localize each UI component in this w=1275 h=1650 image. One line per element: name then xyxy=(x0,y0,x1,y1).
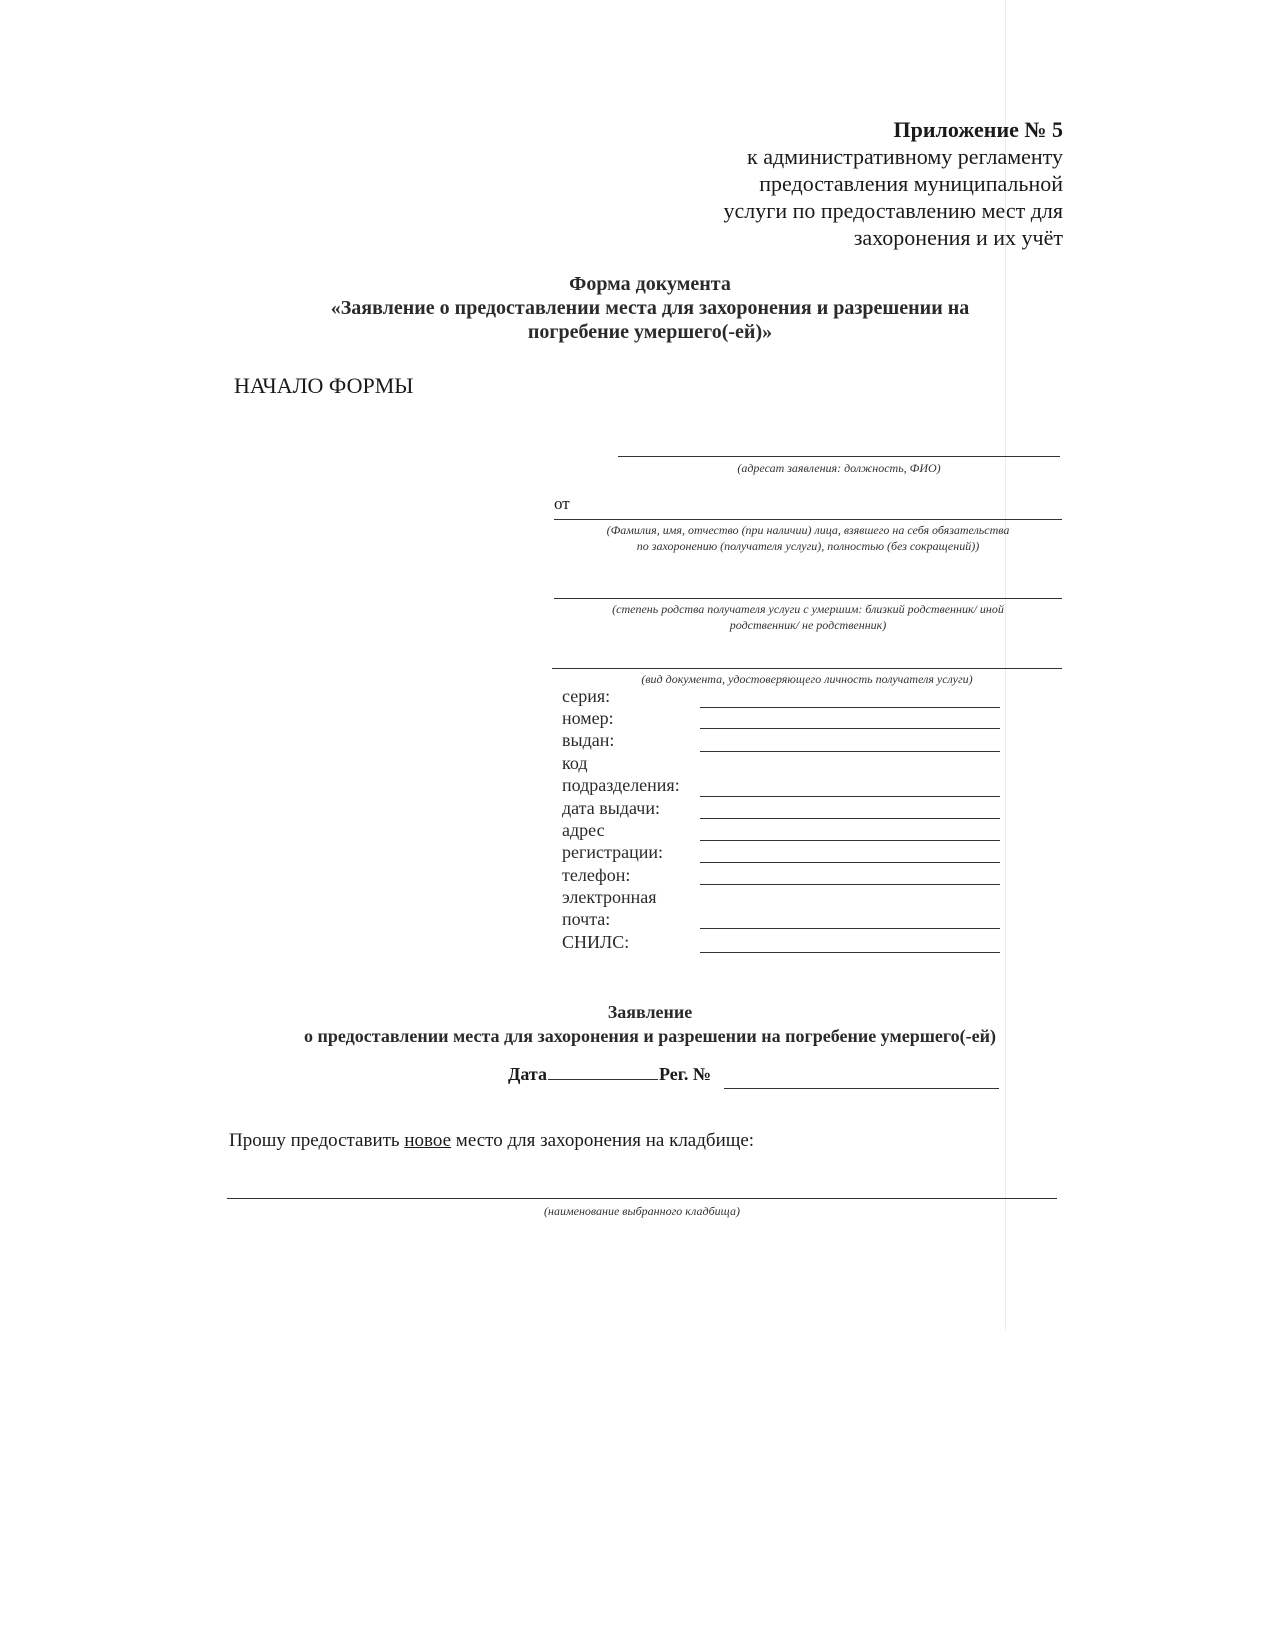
addressee-caption: (адресат заявления: должность, ФИО) xyxy=(737,461,941,475)
form-heading-line: «Заявление о предоставлении места для захоронения и разрешении на xyxy=(330,297,970,319)
date-input-line[interactable] xyxy=(548,1065,658,1080)
statement-subtitle: о предоставлении места для захоронения и разрешении на погребение умершего(-ей) xyxy=(304,1026,996,1046)
request-text-underlined: новое xyxy=(404,1130,452,1151)
field-label-electronic: электронная xyxy=(562,887,657,907)
cemetery-name-line[interactable] xyxy=(227,1198,1057,1199)
issued-input-line[interactable] xyxy=(700,751,1000,752)
date-label: Дата xyxy=(508,1064,547,1084)
snils-input-line[interactable] xyxy=(700,952,1000,953)
from-label: от xyxy=(554,494,570,513)
series-input-line[interactable] xyxy=(700,707,1000,708)
appendix-line: к административному регламенту xyxy=(747,144,1063,169)
applicant-caption-line: (Фамилия, имя, отчество (при наличии) лица, взявшего на себя обязательства xyxy=(606,523,1010,537)
reg-number-input-line[interactable] xyxy=(724,1088,999,1089)
applicant-caption-line: по захоронению (получателя услуги), полностью (без сокращений)) xyxy=(636,539,980,553)
id-document-line[interactable] xyxy=(552,668,1062,669)
appendix-line: услуги по предоставлению мест для xyxy=(723,198,1063,223)
statement-title: Заявление xyxy=(607,1002,693,1022)
addressee-line[interactable] xyxy=(618,456,1060,457)
address-input-line-2[interactable] xyxy=(700,862,1000,863)
field-label-subdivision: подразделения: xyxy=(562,775,680,795)
kinship-caption-line: родственник/ не родственник) xyxy=(729,618,887,632)
kinship-caption-line: (степень родства получателя услуги с умершим: близкий родственник/ иной xyxy=(612,602,1004,616)
address-input-line-1[interactable] xyxy=(700,840,1000,841)
field-label-registration: регистрации: xyxy=(562,842,663,862)
number-input-line[interactable] xyxy=(700,728,1000,729)
field-label-snils: СНИЛС: xyxy=(562,932,630,952)
field-label-mail: почта: xyxy=(562,909,611,929)
field-label-address: адрес xyxy=(562,820,605,840)
appendix-line: предоставления муниципальной xyxy=(759,171,1063,196)
kinship-line[interactable] xyxy=(554,598,1062,599)
applicant-caption xyxy=(554,522,1062,554)
phone-input-line[interactable] xyxy=(700,884,1000,885)
field-label-issued: выдан: xyxy=(562,730,615,750)
statement-title-block xyxy=(200,1000,1100,1048)
appendix-block xyxy=(643,116,1063,251)
subdivision-code-input-line[interactable] xyxy=(700,796,1000,797)
appendix-title: Приложение № 5 xyxy=(893,117,1063,142)
cemetery-caption: (наименование выбранного кладбища) xyxy=(544,1204,740,1218)
form-start-label: НАЧАЛО ФОРМЫ xyxy=(234,373,414,398)
request-text-before: Прошу предоставить xyxy=(229,1130,405,1151)
field-label-code: код xyxy=(562,753,588,773)
form-heading-line: погребение умершего(-ей)» xyxy=(527,321,773,343)
applicant-line[interactable] xyxy=(554,519,1062,520)
email-input-line[interactable] xyxy=(700,928,1000,929)
date-reg-row xyxy=(508,1064,711,1085)
form-heading-line: Форма документа xyxy=(569,273,731,295)
form-heading xyxy=(260,272,1040,344)
request-text xyxy=(229,1130,754,1152)
issue-date-input-line[interactable] xyxy=(700,818,1000,819)
field-label-phone: телефон: xyxy=(562,865,631,885)
field-label-series: серия: xyxy=(562,686,611,706)
request-text-after: место для захоронения на кладбище: xyxy=(451,1130,755,1151)
appendix-line: захоронения и их учёт xyxy=(853,225,1063,250)
field-label-issue-date: дата выдачи: xyxy=(562,798,660,818)
reg-number-label: Рег. № xyxy=(658,1064,711,1084)
id-document-caption: (вид документа, удостоверяющего личность получателя услуги) xyxy=(641,672,973,686)
field-label-number: номер: xyxy=(562,708,614,728)
kinship-caption xyxy=(554,601,1062,633)
